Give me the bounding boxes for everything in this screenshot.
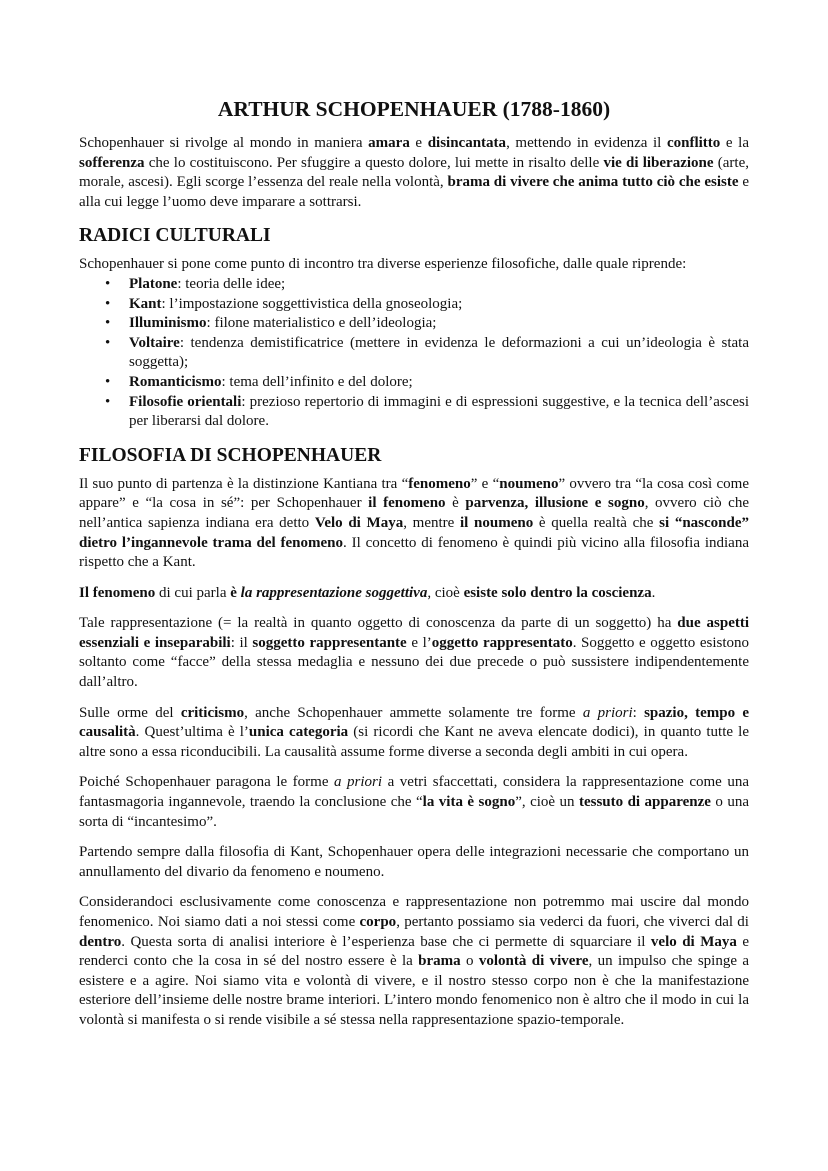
list-item-term: Romanticismo: [129, 373, 222, 390]
text-run: e renderci conto che la cosa in sé del nostro essere è la: [79, 933, 749, 970]
text-run: (si ricordi che Kant ne aveva elencate dodici), in quanto tutte le altre sono a essa riconducibili. La causalità assume forme diverse a seconda degli ambiti in cui opera.: [79, 724, 749, 760]
italic-text-run: a priori: [334, 774, 383, 791]
text-run: , anche Schopenhauer ammette solamente tre forme: [244, 704, 583, 721]
text-run: , mettendo in evidenza il: [506, 135, 667, 151]
list-item-term: Platone: [129, 275, 178, 292]
bold-text-run: volontà di vivere: [478, 953, 589, 970]
text-run: Schopenhauer si rivolge al mondo in maniera: [79, 135, 369, 151]
bold-text-run: due aspetti essenziali e inseparabili: [79, 615, 750, 651]
bold-text-run: tessuto di apparenze: [578, 794, 711, 811]
text-run: ” ovvero tra “la cosa così come appare” e “la cosa in sé”: per Schopenhauer: [79, 475, 749, 512]
bullet-icon: •: [105, 275, 111, 292]
text-run: , cioè: [427, 584, 464, 601]
bold-text-run: soggetto rappresentante: [252, 634, 407, 651]
body-paragraph: [79, 893, 749, 1030]
list-item-desc: : prezioso repertorio di immagini e di espressioni suggestive, e la tecnica dell’ascesi per liberarsi dal dolore.: [129, 393, 750, 430]
bold-text-run: parvenza, illusione e sogno: [465, 495, 645, 512]
text-run: di cui parla: [155, 584, 231, 601]
bullet-icon: •: [105, 334, 111, 351]
text-run: e la: [720, 135, 749, 151]
bullet-icon: •: [105, 373, 111, 390]
list-item-desc: : tendenza demistificatrice (mettere in evidenza le deformazioni a cui un’ideologia è stata soggetta);: [129, 334, 749, 371]
bold-text-run: la vita è sogno: [422, 794, 516, 811]
bold-text-run: corpo: [359, 914, 397, 930]
list-item-desc: : tema dell’infinito e del dolore;: [221, 373, 413, 390]
bold-text-run: Velo di Maya: [314, 514, 404, 531]
list-item: [105, 334, 749, 373]
document-title: ARTHUR SCHOPENHAUER (1788-1860): [217, 97, 611, 121]
bold-text-run: esiste solo dentro la coscienza: [463, 584, 652, 601]
bold-text-run: criticismo: [180, 704, 245, 721]
list-item-term: Voltaire: [129, 334, 180, 351]
italic-text-run: a priori: [582, 704, 633, 721]
section-heading-filosofia: FILOSOFIA DI SCHOPENHAUER: [79, 444, 382, 466]
bullet-icon: •: [105, 295, 111, 312]
intro-paragraph: [79, 134, 749, 212]
text-run: :: [632, 704, 645, 721]
text-run: e: [409, 135, 428, 151]
bold-text-run: conflitto: [666, 135, 721, 151]
bold-text-run: il noumeno: [460, 514, 534, 531]
list-item-desc: : filone materialistico e dell’ideologia;: [206, 315, 437, 332]
bold-text-run: Il fenomeno: [79, 584, 156, 601]
cultural-roots-list: [79, 275, 749, 432]
bold-text-run: amara: [368, 135, 410, 151]
list-item: [105, 314, 749, 334]
bold-text-run: dentro: [79, 933, 122, 950]
text-run: o: [460, 953, 479, 970]
text-run: Poiché Schopenhauer paragona le forme: [79, 774, 335, 791]
text-run: , pertanto possiamo sia vederci da fuori, che viverci dal di: [396, 914, 749, 930]
body-paragraph: [79, 773, 749, 832]
text-run: e alla cui legge l’uomo deve imparare a sottrarsi.: [79, 174, 749, 210]
text-run: , mentre: [403, 514, 460, 531]
list-item: [105, 373, 749, 393]
bullet-icon: •: [105, 393, 111, 410]
bold-text-run: il fenomeno: [368, 495, 446, 512]
text-run: . Questa sorta di analisi interiore è l’esperienza base che ci permette di squarciare il: [121, 933, 651, 950]
bold-text-run: sofferenza: [79, 154, 145, 171]
bold-text-run: la rappresentazione soggettiva: [240, 584, 428, 601]
bold-text-run: oggetto rappresentato: [431, 634, 573, 651]
list-item-term: Illuminismo: [129, 315, 207, 332]
text-run: . Il concetto di fenomeno è quindi più vicino alla filosofia indiana rispetto che a Kant.: [79, 534, 749, 571]
text-run: , ovvero ciò che nell’antica sapienza indiana era detto: [79, 495, 749, 531]
bold-text-run: vie di liberazione: [603, 154, 714, 171]
bold-text-run: è: [230, 584, 241, 601]
bold-text-run: brama: [418, 953, 461, 970]
text-run: , un impulso che spinge a esistere e a agire. Noi siamo vita e volontà di vivere, e il nostro stesso corpo non è che la manifestazione esteriore dell’insieme delle nostre brame interiori. L’intero mondo fenomenico non è altro che il modo in cui la volontà si manifesta o si rende visibile a sé stessa nella rappresentazione spazio-temporale.: [79, 953, 749, 1028]
bold-text-run: spazio, tempo e causalità: [79, 704, 750, 741]
text-run: (arte, morale, ascesi). Egli scorge l’essenza del reale nella volontà,: [79, 154, 749, 191]
text-run: . Quest’ultima è l’: [135, 724, 249, 741]
body-paragraph: [79, 475, 749, 573]
bullet-icon: •: [105, 315, 111, 332]
list-item: [105, 275, 749, 295]
body-paragraph: [79, 704, 749, 763]
text-run: ” e “: [470, 475, 500, 492]
text-run: e l’: [406, 634, 432, 651]
body-paragraph: [79, 584, 749, 604]
text-run: Tale rappresentazione (= la realtà in quanto oggetto di conoscenza da parte di un soggetto) ha: [79, 615, 678, 632]
bold-text-run: disincantata: [427, 135, 507, 151]
text-run: . Soggetto e oggetto esistono soltanto come “facce” della stessa medaglia e nessuno dei due precede o può sussistere indipendentemente dall’altro.: [79, 634, 749, 691]
text-run: Considerandoci esclusivamente come conoscenza e rappresentazione non potremmo mai uscire dal mondo fenomenico. Noi siamo dati a noi stessi come: [79, 894, 749, 930]
text-run: o una sorta di “incantesimo”.: [79, 794, 749, 830]
text-run: Sulle orme del: [79, 704, 181, 721]
text-run: ”, cioè un: [515, 794, 579, 811]
text-run: Il suo punto di partenza è la distinzione Kantiana tra “: [79, 475, 409, 492]
text-run: a vetri sfaccettati, considera la rappresentazione come una fantasmagoria ingannevole, traendo la conclusione che “: [79, 774, 750, 811]
section-heading-radici-culturali: RADICI CULTURALI: [79, 225, 271, 247]
list-item-desc: : l’impostazione soggettivistica della gnoseologia;: [161, 295, 463, 312]
list-item: [105, 393, 750, 432]
bold-text-run: brama di vivere che anima tutto ciò che esiste: [447, 174, 739, 191]
bold-text-run: unica categoria: [248, 724, 349, 741]
list-item-desc: : teoria delle idee;: [177, 275, 286, 292]
text-run: : il: [230, 634, 253, 651]
bold-text-run: fenomeno: [408, 475, 471, 492]
body-paragraph: [79, 843, 749, 882]
text-run: è quella realtà che: [533, 514, 660, 531]
text-run: .: [651, 584, 656, 601]
list-item: [105, 295, 749, 315]
list-item-term: Filosofie orientali: [129, 393, 242, 410]
bold-text-run: noumeno: [499, 475, 559, 492]
text-run: che lo costituiscono. Per sfuggire a questo dolore, lui mette in risalto delle: [144, 154, 604, 171]
list-item-term: Kant: [129, 295, 162, 312]
body-paragraph: [79, 614, 749, 692]
section-lead-text: Schopenhauer si pone come punto di incontro tra diverse esperienze filosofiche, dalle quale riprende:: [79, 256, 687, 273]
bold-text-run: velo di Maya: [650, 933, 737, 950]
bold-text-run: si “nasconde” dietro l’ingannevole trama del fenomeno: [79, 514, 750, 551]
text-run: è: [445, 495, 466, 512]
text-run: Partendo sempre dalla filosofia di Kant, Schopenhauer opera delle integrazioni necessarie che comportano un annullamento del divario da fenomeno e noumeno.: [79, 844, 749, 880]
